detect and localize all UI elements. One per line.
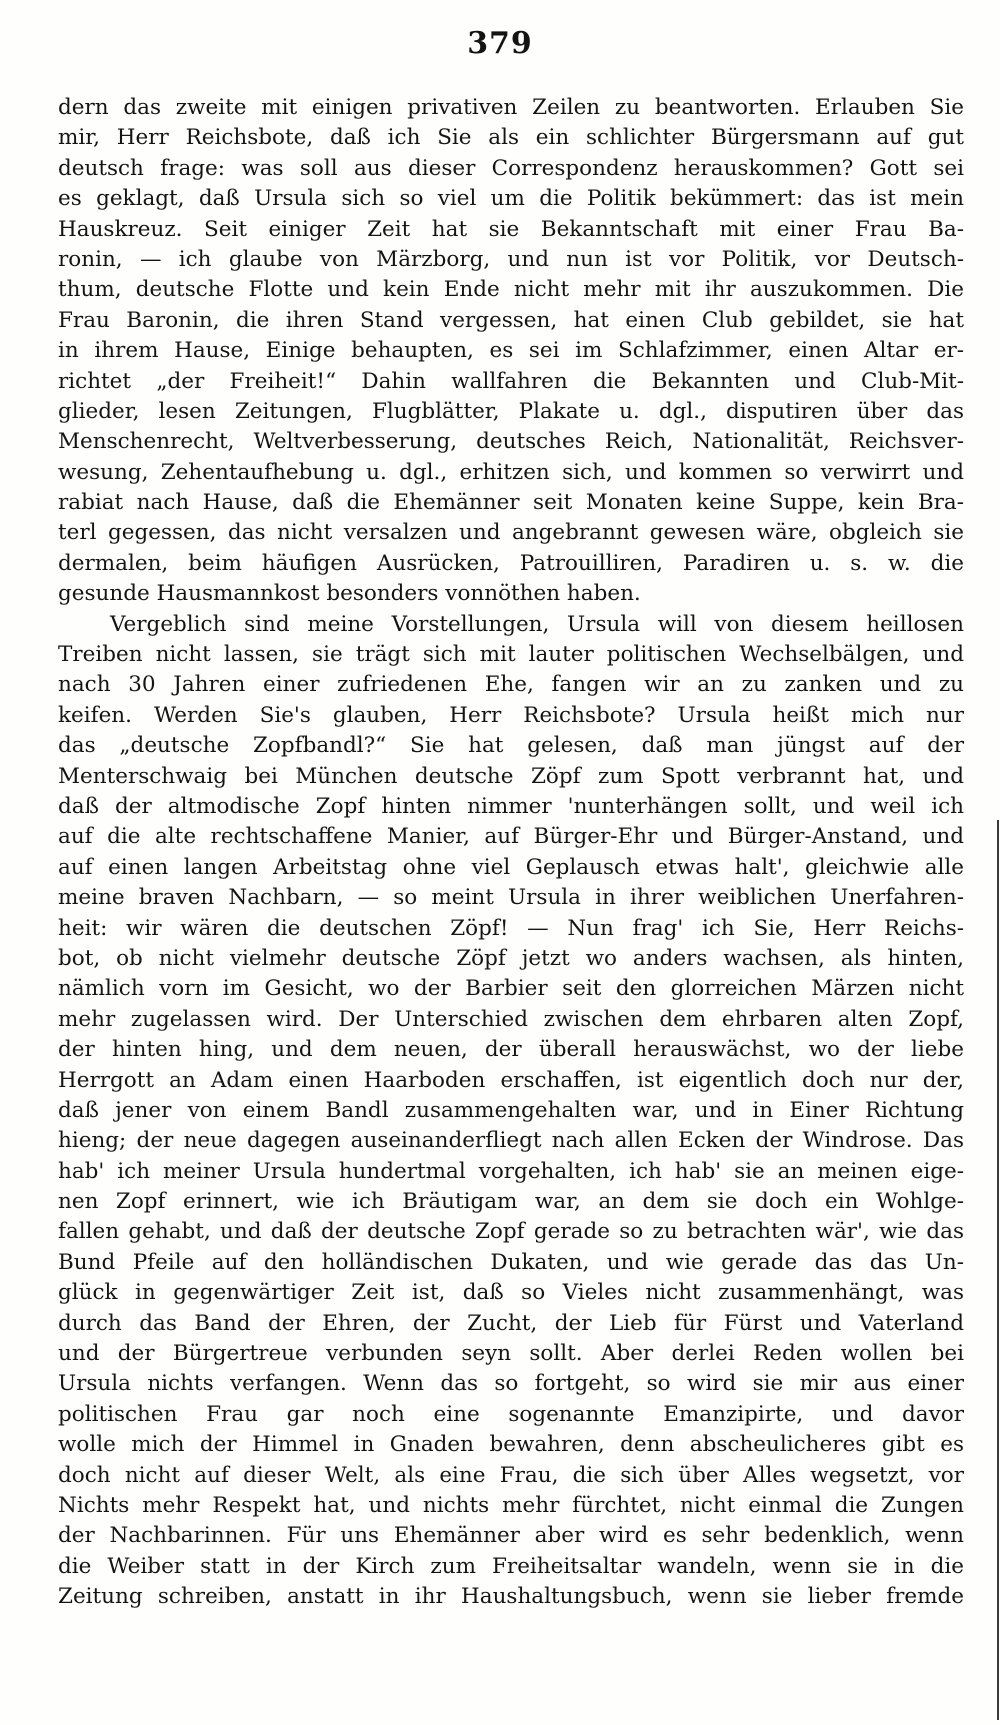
text-line: nämlich vorn im Gesicht, wo der Barbier seit den glorreichen Märzen nicht [58, 976, 964, 1002]
text-line: Zeitung schreiben, anstatt in ihr Haushaltungsbuch, wenn sie lieber fremde [58, 1584, 964, 1610]
text-line: nach 30 Jahren einer zufriedenen Ehe, fangen wir an zu zanken und zu [58, 672, 964, 698]
text-line: Menterschwaig bei München deutsche Zöpf zum Spott verbrannt hat, und [58, 763, 964, 789]
text-line: bot, ob nicht vielmehr deutsche Zöpf jetzt wo anders wachsen, als hinten, [58, 945, 964, 971]
text-line: wesung, Zehentaufhebung u. dgl., erhitzen sich, und kommen so verwirrt und [58, 459, 964, 485]
text-line: dermalen, beim häufigen Ausrücken, Patrouilliren, Paradiren u. s. w. die [58, 550, 964, 576]
text-line: nen Zopf erinnert, wie ich Bräutigam war, an dem sie doch ein Wohlge- [58, 1189, 964, 1215]
text-line: hab' ich meiner Ursula hundertmal vorgehalten, ich hab' sie an meinen eige- [58, 1158, 964, 1184]
text-line: mehr zugelassen wird. Der Unterschied zwischen dem ehrbaren alten Zopf, [58, 1006, 964, 1032]
text-line: die Weiber statt in der Kirch zum Freiheitsaltar wandeln, wenn sie in die [58, 1553, 964, 1579]
text-line: und der Bürgertreue verbunden seyn sollt. Aber derlei Reden wollen bei [58, 1341, 964, 1367]
text-line: daß der altmodische Zopf hinten nimmer 'nunterhängen sollt, und weil ich [58, 793, 964, 819]
text-line: Hauskreuz. Seit einiger Zeit hat sie Bekanntschaft mit einer Frau Ba- [58, 216, 964, 242]
text-line: fallen gehabt, und daß der deutsche Zopf gerade so zu betrachten wär', wie das [58, 1219, 964, 1245]
text-line: Treiben nicht lassen, sie trägt sich mit lauter politischen Wechselbälgen, und [58, 642, 964, 668]
page-edge-shadow [997, 820, 999, 1720]
text-line: dern das zweite mit einigen privativen Zeilen zu beantworten. Erlauben Sie [58, 95, 964, 120]
text-line: richtet „der Freiheit!“ Dahin wallfahren die Bekannten und Club-Mit- [58, 368, 964, 394]
text-line: Menschenrecht, Weltverbesserung, deutsches Reich, Nationalität, Reichsver- [58, 429, 964, 455]
text-line: Nichts mehr Respekt hat, und nichts mehr fürchtet, nicht einmal die Zungen [58, 1492, 964, 1518]
text-line: in ihrem Hause, Einige behaupten, es sei im Schlafzimmer, einen Altar er- [58, 338, 964, 364]
text-line: hieng; der neue dagegen auseinanderfliegt nach allen Ecken der Windrose. Das [58, 1128, 964, 1154]
text-line: ronin, — ich glaube von Märzborg, und nun ist vor Politik, vor Deutsch- [58, 246, 964, 272]
text-line: wolle mich der Himmel in Gnaden bewahren, denn abscheulicheres gibt es [58, 1432, 964, 1458]
text-line: heit: wir wären die deutschen Zöpf! — Nun frag' ich Sie, Herr Reichs- [58, 915, 964, 941]
text-line: es geklagt, daß Ursula sich so viel um die Politik bekümmert: das ist mein [58, 186, 964, 212]
text-line: Ursula nichts verfangen. Wenn das so fortgeht, so wird sie mir aus einer [58, 1371, 964, 1397]
text-line: gesunde Hausmannkost besonders vonnöthen haben. [58, 581, 641, 607]
text-line: Herrgott an Adam einen Haarboden erschaffen, ist eigentlich doch nur der, [58, 1067, 964, 1093]
text-line: doch nicht auf dieser Welt, als eine Frau, die sich über Alles wegsetzt, vor [58, 1462, 964, 1488]
text-line: Frau Baronin, die ihren Stand vergessen, hat einen Club gebildet, sie hat [58, 307, 964, 333]
text-line: der hinten hing, und dem neuen, der überall herauswächst, wo der liebe [58, 1037, 964, 1063]
text-line: glieder, lesen Zeitungen, Flugblätter, Plakate u. dgl., disputiren über das [58, 398, 964, 424]
text-line: thum, deutsche Flotte und kein Ende nicht mehr mit ihr auszukommen. Die [58, 277, 964, 303]
text-line: auf die alte rechtschaffene Manier, auf Bürger-Ehr und Bürger-Anstand, und [58, 824, 964, 850]
text-line: rabiat nach Hause, daß die Ehemänner seit Monaten keine Suppe, kein Bra- [58, 490, 964, 516]
text-line: das „deutsche Zopfbandl?“ Sie hat gelesen, daß man jüngst auf der [58, 733, 964, 759]
text-line: der Nachbarinnen. Für uns Ehemänner aber wird es sehr bedenklich, wenn [58, 1523, 964, 1549]
text-line: daß jener von einem Bandl zusammengehalten war, und in Einer Richtung [58, 1097, 964, 1123]
text-line: auf einen langen Arbeitstag ohne viel Geplausch etwas halt', gleichwie alle [58, 854, 964, 880]
text-line: mir, Herr Reichsbote, daß ich Sie als ein schlichter Bürgersmann auf gut [58, 125, 964, 151]
page-number: 379 [467, 26, 533, 61]
body-text [58, 93, 964, 1613]
text-line: keifen. Werden Sie's glauben, Herr Reichsbote? Ursula heißt mich nur [58, 702, 964, 728]
text-line: Bund Pfeile auf den holländischen Dukaten, und wie gerade das das Un- [58, 1249, 964, 1275]
text-line: terl gegessen, das nicht versalzen und angebrannt gewesen wäre, obgleich sie [58, 520, 964, 546]
text-line: Vergeblich sind meine Vorstellungen, Ursula will von diesem heillosen [110, 611, 964, 637]
text-line: meine braven Nachbarn, — so meint Ursula in ihrer weiblichen Unerfahren- [58, 885, 964, 911]
text-line: politischen Frau gar noch eine sogenannte Emanzipirte, und davor [58, 1401, 964, 1427]
text-line: glück in gegenwärtiger Zeit ist, daß so Vieles nicht zusammenhängt, was [58, 1280, 964, 1306]
text-line: deutsch frage: was soll aus dieser Correspondenz herauskommen? Gott sei [58, 155, 964, 181]
text-line: durch das Band der Ehren, der Zucht, der Lieb für Fürst und Vaterland [58, 1310, 964, 1336]
